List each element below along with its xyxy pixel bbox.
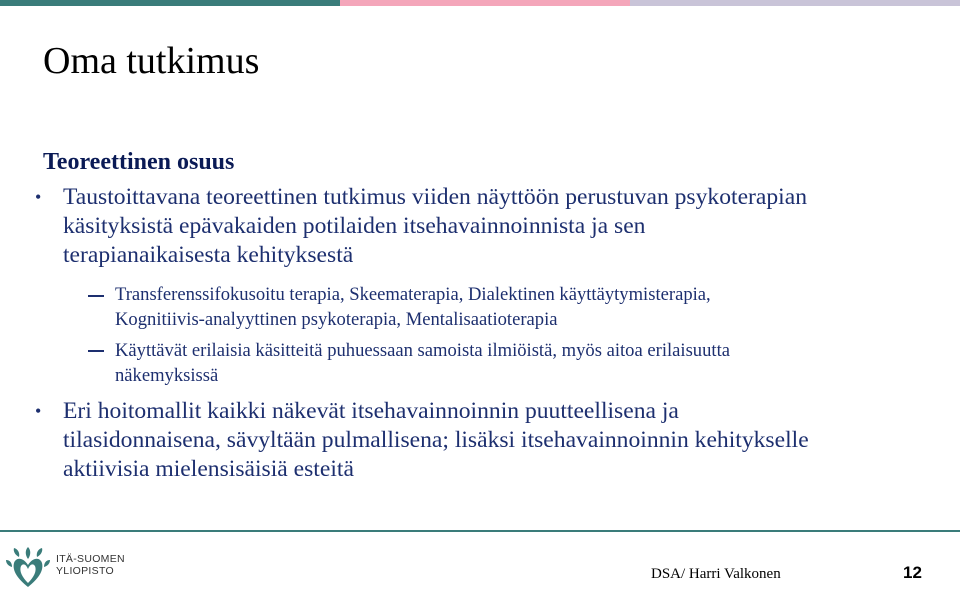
- bullet-1-line-3: terapianaikaisesta kehityksestä: [63, 242, 354, 268]
- bullet-1-line-1: Taustoittavana teoreettinen tutkimus viiden näyttöön perustuvan psykoterapian: [63, 184, 807, 210]
- bullet-2-text: [63, 397, 958, 484]
- subitem-1-line-1: Transferenssifokusoitu terapia, Skeematerapia, Dialektinen käyttäytymisterapia,: [115, 284, 711, 305]
- university-name-line-1: ITÄ-SUOMEN: [56, 553, 125, 565]
- top-bar-pink-segment: [340, 0, 630, 6]
- university-name: [56, 553, 125, 577]
- university-name-line-2: YLIOPISTO: [56, 565, 114, 577]
- section-subheading: Teoreettinen osuus: [43, 149, 235, 175]
- bullet-marker: •: [35, 187, 42, 207]
- bullet-1-text: [63, 183, 958, 270]
- university-heart-logo-icon: [6, 545, 50, 589]
- footer-author: DSA/ Harri Valkonen: [651, 566, 781, 582]
- subitem-2-text: [115, 338, 960, 388]
- bullet-2-line-2: tilasidonnaisena, sävyltään pulmallisena; lisäksi itsehavainnoinnin kehitykselle: [63, 427, 809, 453]
- subitem-2-line-2: näkemyksissä: [115, 365, 219, 386]
- bullet-marker: •: [35, 401, 42, 421]
- subitem-2-line-1: Käyttävät erilaisia käsitteitä puhuessaan samoista ilmiöistä, myös aitoa erilaisuutta: [115, 340, 730, 361]
- dash-marker: [88, 295, 104, 297]
- page-number: 12: [903, 563, 922, 582]
- subitem-1-line-2: Kognitiivis-analyyttinen psykoterapia, Mentalisaatioterapia: [115, 309, 558, 330]
- subitem-1-text: [115, 282, 960, 332]
- dash-marker: [88, 350, 104, 352]
- bullet-2-line-3: aktiivisia mielensisäisiä esteitä: [63, 456, 354, 482]
- top-color-bar: [0, 0, 960, 6]
- top-bar-teal-segment: [0, 0, 340, 6]
- bullet-2-line-1: Eri hoitomallit kaikki näkevät itsehavainnoinnin puutteellisena ja: [63, 398, 679, 424]
- bullet-1-line-2: käsityksistä epävakaiden potilaiden itsehavainnoinnista ja sen: [63, 213, 646, 239]
- footer-divider: [0, 530, 960, 532]
- slide-title: Oma tutkimus: [43, 40, 260, 82]
- top-bar-lavender-segment: [630, 0, 960, 6]
